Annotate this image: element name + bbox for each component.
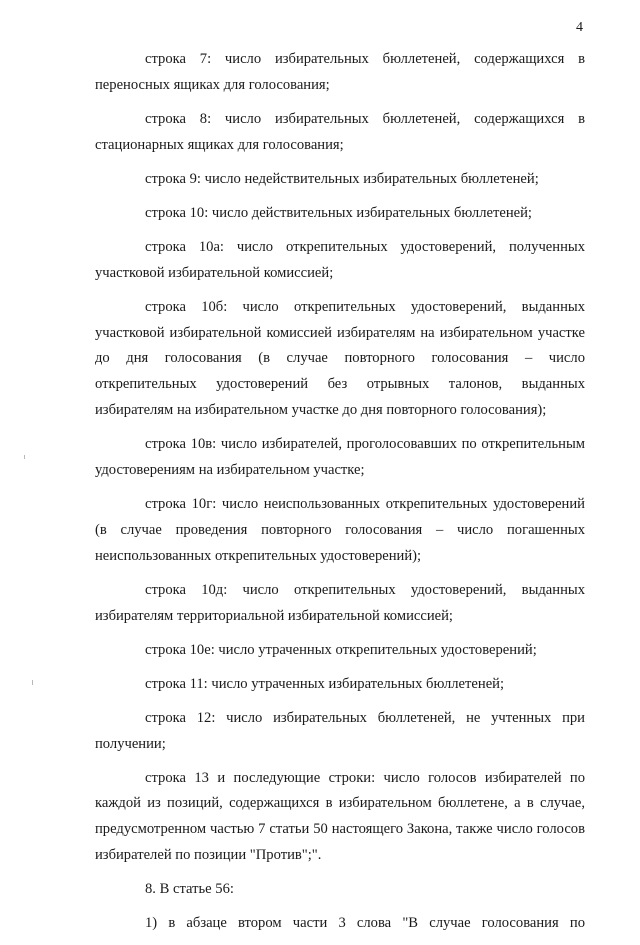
paragraph-line-10v: строка 10в: число избирателей, проголосовавших по открепительным удостоверениям на избирательном участке;: [95, 436, 585, 478]
page-number: 4: [576, 20, 583, 35]
paragraph-line-13: строка 13 и последующие строки: число голосов избирателей по каждой из позиций, содержащихся в избирательном бюллетене, а в случае, предусмотренном частью 7 статьи 50 настоящего Закона, также число голосов избирателей по позиции "Против";".: [95, 769, 585, 864]
scan-artifact-mark: [32, 680, 33, 685]
paragraph-line-10b: строка 10б: число открепительных удостоверений, выданных участковой избирательной комиссией избирателям на избирательном участке до дня голосования (в случае повторного голосования – число открепительных удостоверений без отрывных талонов, выданных избирателям на избирательном участке до дня повторного голосования);: [95, 298, 585, 419]
paragraph-line-8: строка 8: число избирательных бюллетеней, содержащихся в стационарных ящиках для голосования;: [95, 110, 585, 153]
paragraph-article-56-item-1: 1) в абзаце втором части 3 слова "В случае голосования по: [145, 915, 585, 932]
paragraph-line-10: строка 10: число действительных избирательных бюллетеней;: [145, 204, 532, 221]
paragraph-line-12: строка 12: число избирательных бюллетеней, не учтенных при получении;: [95, 709, 585, 752]
paragraph-article-56: 8. В статье 56:: [145, 881, 234, 898]
paragraph-line-7: строка 7: число избирательных бюллетеней, содержащихся в переносных ящиках для голосования;: [95, 51, 585, 93]
paragraph-line-10e: строка 10е: число утраченных открепительных удостоверений;: [145, 641, 537, 658]
paragraph-line-11: строка 11: число утраченных избирательных бюллетеней;: [145, 675, 505, 692]
paragraph-line-9: строка 9: число недействительных избирательных бюллетеней;: [145, 170, 539, 187]
paragraph-line-10d: строка 10д: число открепительных удостоверений, выданных избирателям территориальной избирательной комиссией;: [95, 581, 585, 624]
scan-artifact-mark: [24, 455, 25, 459]
document-body: [95, 47, 585, 945]
paragraph-line-10a: строка 10а: число открепительных удостоверений, полученных участковой избирательной комиссией;: [95, 238, 585, 281]
paragraph-line-10g: строка 10г: число неиспользованных открепительных удостоверений (в случае проведения повторного голосования – число погашенных неиспользованных открепительных удостоверений);: [95, 496, 585, 564]
